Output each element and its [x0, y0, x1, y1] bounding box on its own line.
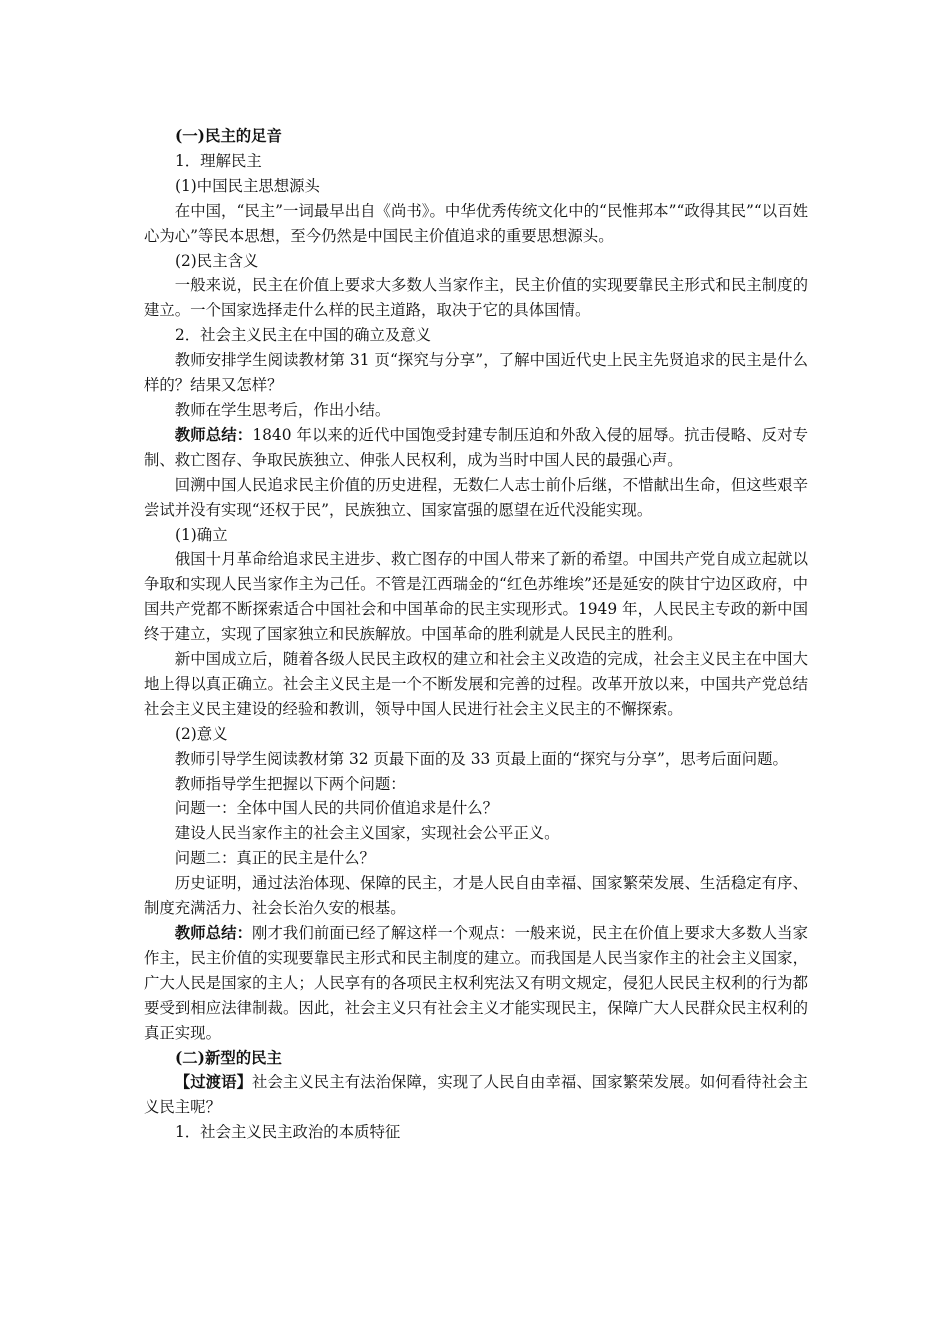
subheading: 1．社会主义民主政治的本质特征 [175, 1123, 401, 1142]
paragraph-text: 社会主义民主有法治保障，实现了人民自由幸福、国家繁荣发展。如何看待社会主义民主呢？ [144, 1073, 808, 1117]
teacher-summary-paragraph [144, 921, 808, 1046]
subheading: (2)意义 [175, 724, 228, 743]
paragraph: 俄国十月革命给追求民主进步、救亡图存的中国人带来了新的希望。中国共产党自成立起就以争取和实现人民当家作主为己任。不管是江西瑞金的“红色苏维埃”还是延安的陕甘宁边区政府，中国共产党都不断探索适合中国社会和中国革命的民主实现形式。1949 年，人民民主专政的新中国终于建立，实现了国家独立和民族解放。中国革命的胜利就是人民民主的胜利。 [144, 550, 808, 644]
bold-lead: 教师总结： [174, 425, 253, 444]
paragraph: 一般来说，民主在价值上要求大多数人当家作主，民主价值的实现要靠民主形式和民主制度的建立。一个国家选择走什么样的民主道路，取决于它的具体国情。 [144, 276, 808, 320]
paragraph: 教师引导学生阅读教材第 32 页最下面的及 33 页最上面的“探究与分享”，思考后面问题。 [174, 749, 788, 768]
paragraph: 建设人民当家作主的社会主义国家，实现社会公平正义。 [174, 824, 560, 843]
teacher-summary-paragraph [144, 423, 808, 473]
subheading: (1)中国民主思想源头 [175, 176, 320, 195]
document-body [144, 124, 808, 1145]
subheading: 2．社会主义民主在中国的确立及意义 [175, 326, 432, 345]
section-heading: (二)新型的民主 [175, 1048, 282, 1067]
paragraph: 教师在学生思考后，作出小结。 [174, 400, 391, 419]
paragraph-text: 1840 年以来的近代中国饱受封建专制压迫和外敌入侵的屈辱。抗击侵略、反对专制、救亡图存、争取民族独立、伸张人民权利，成为当时中国人民的最强心声。 [144, 425, 808, 469]
paragraph: 教师安排学生阅读教材第 31 页“探究与分享”，了解中国近代史上民主先贤追求的民主是什么样的？结果又怎样？ [144, 351, 808, 395]
bold-lead: 教师总结： [174, 924, 253, 942]
paragraph: 历史证明，通过法治体现、保障的民主，才是人民自由幸福、国家繁荣发展、生活稳定有序、制度充满活力、社会长治久安的根基。 [144, 874, 808, 918]
bold-lead: 【过渡语】 [174, 1073, 253, 1092]
paragraph: 新中国成立后，随着各级人民民主政权的建立和社会主义改造的完成，社会主义民主在中国大地上得以真正确立。社会主义民主是一个不断发展和完善的过程。改革开放以来，中国共产党总结社会主义民主建设的经验和教训，领导中国人民进行社会主义民主的不懈探索。 [144, 650, 808, 718]
paragraph-text: 刚才我们前面已经了解这样一个观点：一般来说，民主在价值上要求大多数人当家作主，民主价值的实现要靠民主形式和民主制度的建立。而我国是人民当家作主的社会主义国家，广大人民是国家的主人；人民享有的各项民主权利宪法又有明文规定，侵犯人民民主权利的行为都要受到相应法律制裁。因此，社会主义只有社会主义才能实现民主，保障广大人民群众民主权利的真正实现。 [144, 924, 808, 1042]
section-heading: (一)民主的足音 [175, 127, 282, 145]
transition-paragraph [144, 1070, 808, 1120]
paragraph: 回溯中国人民追求民主价值的历史进程，无数仁人志士前仆后继，不惜献出生命，但这些艰辛尝试并没有实现“还权于民”，民族独立、国家富强的愿望在近代没能实现。 [144, 475, 808, 519]
subheading: (1)确立 [175, 525, 228, 544]
paragraph: 问题二：真正的民主是什么？ [174, 849, 375, 868]
paragraph: 在中国，“民主”一词最早出自《尚书》。中华优秀传统文化中的“民惟邦本”“政得其民”“以百姓心为心”等民本思想，至今仍然是中国民主价值追求的重要思想源头。 [144, 201, 808, 245]
subheading: 1．理解民主 [175, 151, 262, 170]
subheading: (2)民主含义 [175, 251, 259, 270]
paragraph: 问题一：全体中国人民的共同价值追求是什么？ [174, 799, 499, 818]
paragraph: 教师指导学生把握以下两个问题： [174, 774, 406, 793]
